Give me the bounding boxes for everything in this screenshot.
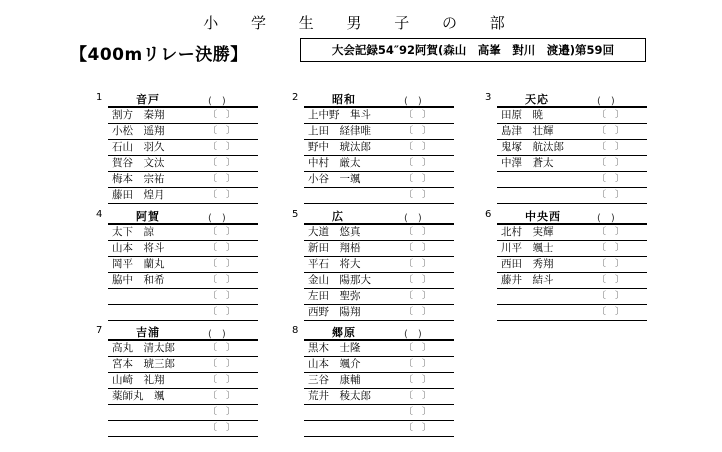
team-result-paren: ( ) bbox=[404, 329, 422, 340]
member-row bbox=[497, 225, 647, 241]
member-row bbox=[497, 305, 647, 321]
member-bracket: 〔 〕 bbox=[404, 407, 432, 417]
member-name: 小谷 一颯 bbox=[308, 173, 361, 185]
team-block bbox=[292, 325, 454, 437]
team-result-paren: ( ) bbox=[597, 96, 615, 107]
team-name: 吉浦 bbox=[136, 326, 160, 339]
member-row bbox=[304, 140, 454, 156]
member-bracket: 〔 〕 bbox=[597, 275, 625, 285]
member-name: 太下 諒 bbox=[112, 226, 154, 238]
member-row bbox=[304, 389, 454, 405]
member-bracket: 〔 〕 bbox=[208, 375, 236, 385]
member-bracket: 〔 〕 bbox=[404, 359, 432, 369]
member-name: 新田 翔梧 bbox=[308, 242, 361, 254]
member-bracket: 〔 〕 bbox=[208, 190, 236, 200]
member-name: 上田 経律唯 bbox=[308, 125, 371, 137]
team-name: 中央西 bbox=[525, 210, 561, 223]
member-name: 西田 秀翔 bbox=[501, 258, 554, 270]
team-block bbox=[292, 92, 454, 204]
member-row bbox=[304, 225, 454, 241]
member-bracket: 〔 〕 bbox=[208, 142, 236, 152]
team-result-paren: ( ) bbox=[404, 96, 422, 107]
member-name: 三谷 康輔 bbox=[308, 374, 361, 386]
member-row bbox=[108, 289, 258, 305]
member-name: 中澤 蒼太 bbox=[501, 157, 554, 169]
member-bracket: 〔 〕 bbox=[208, 343, 236, 353]
member-row bbox=[108, 273, 258, 289]
member-row bbox=[108, 172, 258, 188]
team-number: 3 bbox=[485, 92, 492, 103]
member-list bbox=[108, 108, 258, 204]
member-name: 藤田 煌月 bbox=[112, 189, 165, 201]
member-row bbox=[304, 172, 454, 188]
member-bracket: 〔 〕 bbox=[597, 174, 625, 184]
team-name: 天応 bbox=[525, 93, 549, 106]
member-bracket: 〔 〕 bbox=[208, 423, 236, 433]
member-row bbox=[108, 373, 258, 389]
member-bracket: 〔 〕 bbox=[404, 190, 432, 200]
member-row bbox=[108, 241, 258, 257]
member-bracket: 〔 〕 bbox=[208, 243, 236, 253]
member-row bbox=[108, 124, 258, 140]
team-header bbox=[96, 209, 258, 225]
member-bracket: 〔 〕 bbox=[404, 275, 432, 285]
member-bracket: 〔 〕 bbox=[597, 243, 625, 253]
member-name: 中村 厳太 bbox=[308, 157, 361, 169]
member-row bbox=[304, 341, 454, 357]
member-name: 梅本 宗祐 bbox=[112, 173, 165, 185]
member-list bbox=[304, 341, 454, 437]
member-name: 岡平 蘭丸 bbox=[112, 258, 165, 270]
member-name: 西野 陽翔 bbox=[308, 306, 361, 318]
team-header bbox=[96, 325, 258, 341]
member-bracket: 〔 〕 bbox=[597, 291, 625, 301]
team-name: 昭和 bbox=[332, 93, 356, 106]
member-bracket: 〔 〕 bbox=[208, 291, 236, 301]
member-row bbox=[497, 257, 647, 273]
member-row bbox=[108, 305, 258, 321]
team-result-paren: ( ) bbox=[208, 329, 226, 340]
member-row bbox=[497, 172, 647, 188]
member-bracket: 〔 〕 bbox=[597, 142, 625, 152]
member-row bbox=[304, 289, 454, 305]
member-row bbox=[497, 108, 647, 124]
team-number: 8 bbox=[292, 325, 299, 336]
member-bracket: 〔 〕 bbox=[597, 307, 625, 317]
member-row bbox=[304, 188, 454, 204]
team-number: 6 bbox=[485, 209, 492, 220]
member-row bbox=[304, 305, 454, 321]
member-bracket: 〔 〕 bbox=[208, 174, 236, 184]
member-row bbox=[304, 156, 454, 172]
member-row bbox=[497, 289, 647, 305]
member-name: 金山 陽那大 bbox=[308, 274, 371, 286]
member-bracket: 〔 〕 bbox=[404, 259, 432, 269]
member-name: 田原 暁 bbox=[501, 109, 543, 121]
member-name: 藤井 結斗 bbox=[501, 274, 554, 286]
member-name: 賀谷 文汰 bbox=[112, 157, 165, 169]
member-name: 島津 壮輝 bbox=[501, 125, 554, 137]
member-row bbox=[108, 389, 258, 405]
member-bracket: 〔 〕 bbox=[404, 423, 432, 433]
member-name: 小松 遥翔 bbox=[112, 125, 165, 137]
team-header bbox=[485, 92, 647, 108]
member-name: 割方 秦翔 bbox=[112, 109, 165, 121]
member-bracket: 〔 〕 bbox=[404, 110, 432, 120]
team-result-paren: ( ) bbox=[208, 213, 226, 224]
team-block bbox=[292, 209, 454, 321]
team-name: 広 bbox=[332, 210, 344, 223]
member-row bbox=[304, 124, 454, 140]
member-list bbox=[304, 108, 454, 204]
team-block bbox=[485, 92, 647, 204]
member-name: 上中野 隼斗 bbox=[308, 109, 371, 121]
member-name: 平石 将大 bbox=[308, 258, 361, 270]
member-bracket: 〔 〕 bbox=[404, 243, 432, 253]
team-header bbox=[485, 209, 647, 225]
member-row bbox=[108, 188, 258, 204]
member-name: 左田 聖弥 bbox=[308, 290, 361, 302]
member-row bbox=[304, 421, 454, 437]
member-row bbox=[304, 357, 454, 373]
team-name: 阿賀 bbox=[136, 210, 160, 223]
member-name: 野中 琥汰郎 bbox=[308, 141, 371, 153]
team-block bbox=[96, 92, 258, 204]
member-list bbox=[108, 225, 258, 321]
member-bracket: 〔 〕 bbox=[208, 275, 236, 285]
team-number: 1 bbox=[96, 92, 103, 103]
member-bracket: 〔 〕 bbox=[404, 307, 432, 317]
member-name: 川平 颯士 bbox=[501, 242, 554, 254]
team-header bbox=[96, 92, 258, 108]
member-row bbox=[304, 257, 454, 273]
team-result-paren: ( ) bbox=[404, 213, 422, 224]
member-bracket: 〔 〕 bbox=[404, 227, 432, 237]
member-list bbox=[497, 108, 647, 204]
member-row bbox=[497, 241, 647, 257]
team-header bbox=[292, 92, 454, 108]
member-bracket: 〔 〕 bbox=[208, 391, 236, 401]
member-bracket: 〔 〕 bbox=[208, 110, 236, 120]
member-bracket: 〔 〕 bbox=[597, 158, 625, 168]
meet-record: 大会記録54″92阿賀(森山 高峯 對川 渡邉)第59回 bbox=[300, 38, 646, 62]
member-row bbox=[108, 405, 258, 421]
member-bracket: 〔 〕 bbox=[208, 259, 236, 269]
member-bracket: 〔 〕 bbox=[597, 259, 625, 269]
member-row bbox=[108, 108, 258, 124]
member-bracket: 〔 〕 bbox=[208, 307, 236, 317]
member-name: 大道 悠真 bbox=[308, 226, 361, 238]
member-row bbox=[108, 140, 258, 156]
member-bracket: 〔 〕 bbox=[208, 158, 236, 168]
member-bracket: 〔 〕 bbox=[404, 343, 432, 353]
member-name: 北村 実輝 bbox=[501, 226, 554, 238]
member-list bbox=[304, 225, 454, 321]
member-bracket: 〔 〕 bbox=[597, 110, 625, 120]
member-bracket: 〔 〕 bbox=[597, 190, 625, 200]
team-result-paren: ( ) bbox=[208, 96, 226, 107]
member-name: 脇中 和希 bbox=[112, 274, 165, 286]
team-result-paren: ( ) bbox=[597, 213, 615, 224]
member-bracket: 〔 〕 bbox=[404, 291, 432, 301]
team-block bbox=[96, 209, 258, 321]
member-row bbox=[497, 140, 647, 156]
member-name: 鬼塚 航汰郎 bbox=[501, 141, 564, 153]
member-list bbox=[497, 225, 647, 321]
member-row bbox=[304, 241, 454, 257]
member-name: 黒木 士隆 bbox=[308, 342, 361, 354]
member-row bbox=[108, 357, 258, 373]
member-bracket: 〔 〕 bbox=[404, 142, 432, 152]
member-row bbox=[304, 273, 454, 289]
member-row bbox=[108, 421, 258, 437]
member-bracket: 〔 〕 bbox=[404, 391, 432, 401]
team-number: 5 bbox=[292, 209, 299, 220]
event-title: 【400mリレー決勝】 bbox=[70, 45, 248, 65]
member-bracket: 〔 〕 bbox=[208, 359, 236, 369]
member-name: 薬師丸 颯 bbox=[112, 390, 165, 402]
member-row bbox=[304, 373, 454, 389]
member-list bbox=[108, 341, 258, 437]
member-bracket: 〔 〕 bbox=[208, 126, 236, 136]
team-number: 2 bbox=[292, 92, 299, 103]
member-name: 石山 羽久 bbox=[112, 141, 165, 153]
member-row bbox=[108, 225, 258, 241]
team-header bbox=[292, 209, 454, 225]
member-row bbox=[304, 405, 454, 421]
member-name: 山本 将斗 bbox=[112, 242, 165, 254]
team-name: 音戸 bbox=[136, 93, 160, 106]
member-name: 宮本 琥三郎 bbox=[112, 358, 175, 370]
team-block bbox=[96, 325, 258, 437]
member-bracket: 〔 〕 bbox=[404, 126, 432, 136]
member-bracket: 〔 〕 bbox=[404, 174, 432, 184]
member-bracket: 〔 〕 bbox=[404, 375, 432, 385]
team-header bbox=[292, 325, 454, 341]
member-name: 山本 颯介 bbox=[308, 358, 361, 370]
member-row bbox=[497, 124, 647, 140]
member-name: 荒井 稜太郎 bbox=[308, 390, 371, 402]
team-number: 4 bbox=[96, 209, 103, 220]
member-name: 高丸 清太郎 bbox=[112, 342, 175, 354]
member-bracket: 〔 〕 bbox=[597, 227, 625, 237]
team-number: 7 bbox=[96, 325, 103, 336]
member-bracket: 〔 〕 bbox=[597, 126, 625, 136]
member-row bbox=[497, 188, 647, 204]
page-title: 小 学 生 男 子 の 部 bbox=[203, 14, 519, 32]
member-row bbox=[497, 156, 647, 172]
member-row bbox=[108, 341, 258, 357]
member-bracket: 〔 〕 bbox=[208, 407, 236, 417]
member-bracket: 〔 〕 bbox=[404, 158, 432, 168]
member-row bbox=[304, 108, 454, 124]
member-name: 山崎 礼翔 bbox=[112, 374, 165, 386]
team-block bbox=[485, 209, 647, 321]
member-row bbox=[108, 257, 258, 273]
member-bracket: 〔 〕 bbox=[208, 227, 236, 237]
member-row bbox=[497, 273, 647, 289]
member-row bbox=[108, 156, 258, 172]
team-name: 郷原 bbox=[332, 326, 356, 339]
